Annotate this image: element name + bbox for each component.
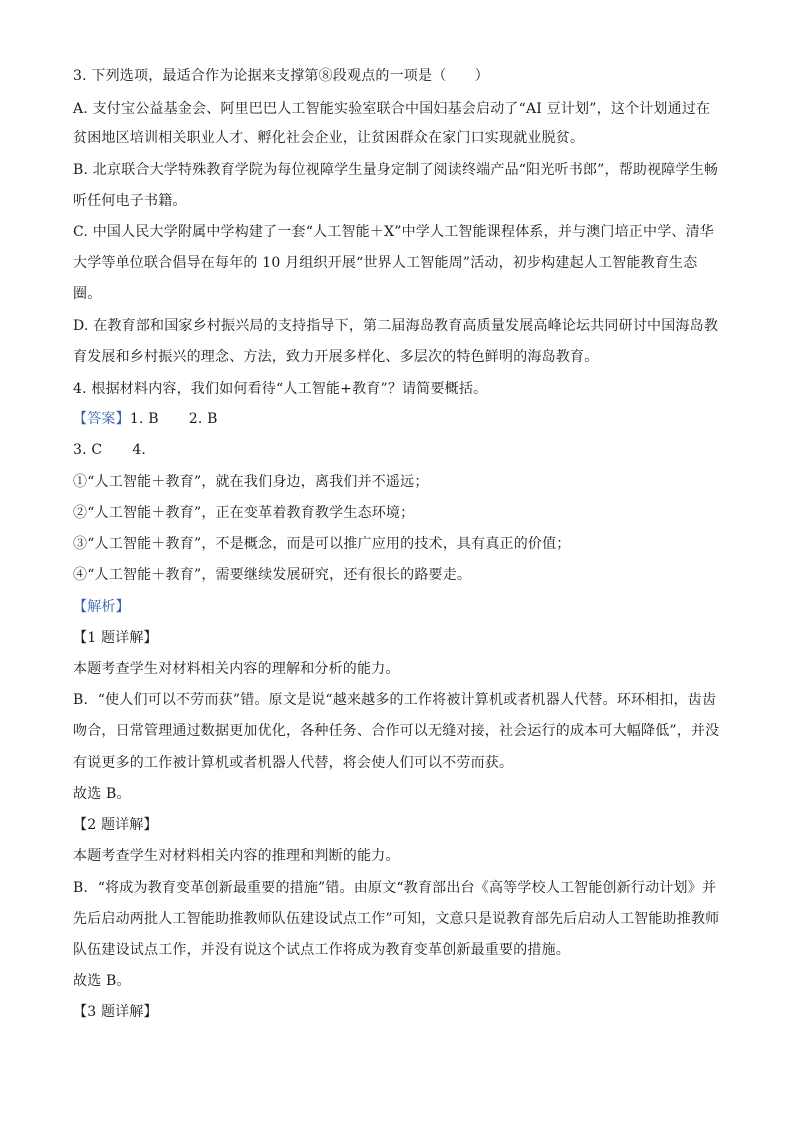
point-1: ①“人工智能＋教育”，就在我们身边，离我们并不遥远；: [73, 474, 429, 490]
point-2: ②“人工智能＋教育”，正在变革着教育教学生态环境；: [73, 505, 415, 521]
q1-line-4: 有说更多的工作被计算机或者机器人代替，将会使人们可以不劳而获。: [73, 755, 514, 771]
q3-heading: 【3 题详解】: [73, 1004, 158, 1020]
option-b-line-1: B. 北京联合大学特殊教育学院为每位视障学生量身定制了阅读终端产品“阳光听书郎”，帮助视障学生畅: [73, 162, 719, 178]
answer-line-2: [73, 440, 146, 460]
q2-line-2: B．“将成为教育变革创新最重要的措施”错。由原文“教育部出台《高等学校人工智能创新行动计划》并: [73, 880, 717, 896]
answer-2: 2. B: [188, 411, 218, 427]
q2-line-4: 队伍建设试点工作，并没有说这个试点工作将成为教育变革创新最重要的措施。: [73, 942, 570, 958]
q2-heading: 【2 题详解】: [73, 817, 158, 833]
answer-1: 1. B: [129, 411, 159, 427]
answer-3: 3. C: [73, 442, 103, 458]
option-a-line-1: A. 支付宝公益基金会、阿里巴巴人工智能实验室联合中国妇基会启动了“AI 豆计划”，这个计划通过在: [73, 101, 711, 117]
option-b-line-2: 听任何电子书籍。: [73, 193, 187, 209]
question-4-stem: 4. 根据材料内容，我们如何看待“人工智能+教育”？请简要概括。: [73, 381, 488, 397]
option-c-line-3: 圈。: [73, 286, 102, 302]
q2-line-1: 本题考查学生对材料相关内容的推理和判断的能力。: [73, 848, 400, 864]
answer-line: [73, 409, 218, 429]
answer-4: 4.: [132, 442, 147, 458]
answer-tag: 【答案】: [73, 411, 130, 427]
point-3: ③“人工智能＋教育”，不是概念，而是可以推广应用的技术，具有真正的价值；: [73, 536, 571, 552]
q1-heading: 【1 题详解】: [73, 630, 158, 646]
q2-line-5: 故选 B。: [73, 973, 131, 989]
q1-line-5: 故选 B。: [73, 786, 131, 802]
option-a-line-2: 贫困地区培训相关职业人才、孵化社会企业，让贫困群众在家门口实现就业脱贫。: [73, 130, 585, 146]
q2-line-3: 先后启动两批人工智能助推教师队伍建设试点工作”可知，文意只是说教育部先后启动人工智能助推教师: [73, 911, 720, 927]
option-d-line-2: 育发展和乡村振兴的理念、方法，致力开展多样化、多层次的特色鲜明的海岛教育。: [73, 349, 599, 365]
point-4: ④“人工智能＋教育”，需要继续发展研究，还有很长的路要走。: [73, 567, 472, 583]
option-c-line-1: C. 中国人民大学附属中学构建了一套“人工智能＋X”中学人工智能课程体系，并与澳门培正中学、清华: [73, 224, 714, 240]
question-3-stem: 3. 下列选项，最适合作为论据来支撑第⑧段观点的一项是（ ）: [73, 68, 490, 84]
q1-line-3: 吻合，日常管理通过数据更加优化，各种任务、合作可以无缝对接，社会运行的成本可大幅降低”，并没: [73, 723, 720, 739]
q1-line-1: 本题考查学生对材料相关内容的理解和分析的能力。: [73, 661, 400, 677]
analysis-tag: 【解析】: [73, 599, 130, 615]
option-c-line-2: 大学等单位联合倡导在每年的 10 月组织开展“世界人工智能周”活动，初步构建起人工智能教育生态: [73, 255, 698, 271]
q1-line-2: B．“使人们可以不劳而获”错。原文是说“越来越多的工作将被计算机或者机器人代替。环环相扣，齿齿: [73, 692, 717, 708]
option-d-line-1: D. 在教育部和国家乡村振兴局的支持指导下，第二届海岛教育高质量发展高峰论坛共同研讨中国海岛教: [73, 318, 719, 334]
